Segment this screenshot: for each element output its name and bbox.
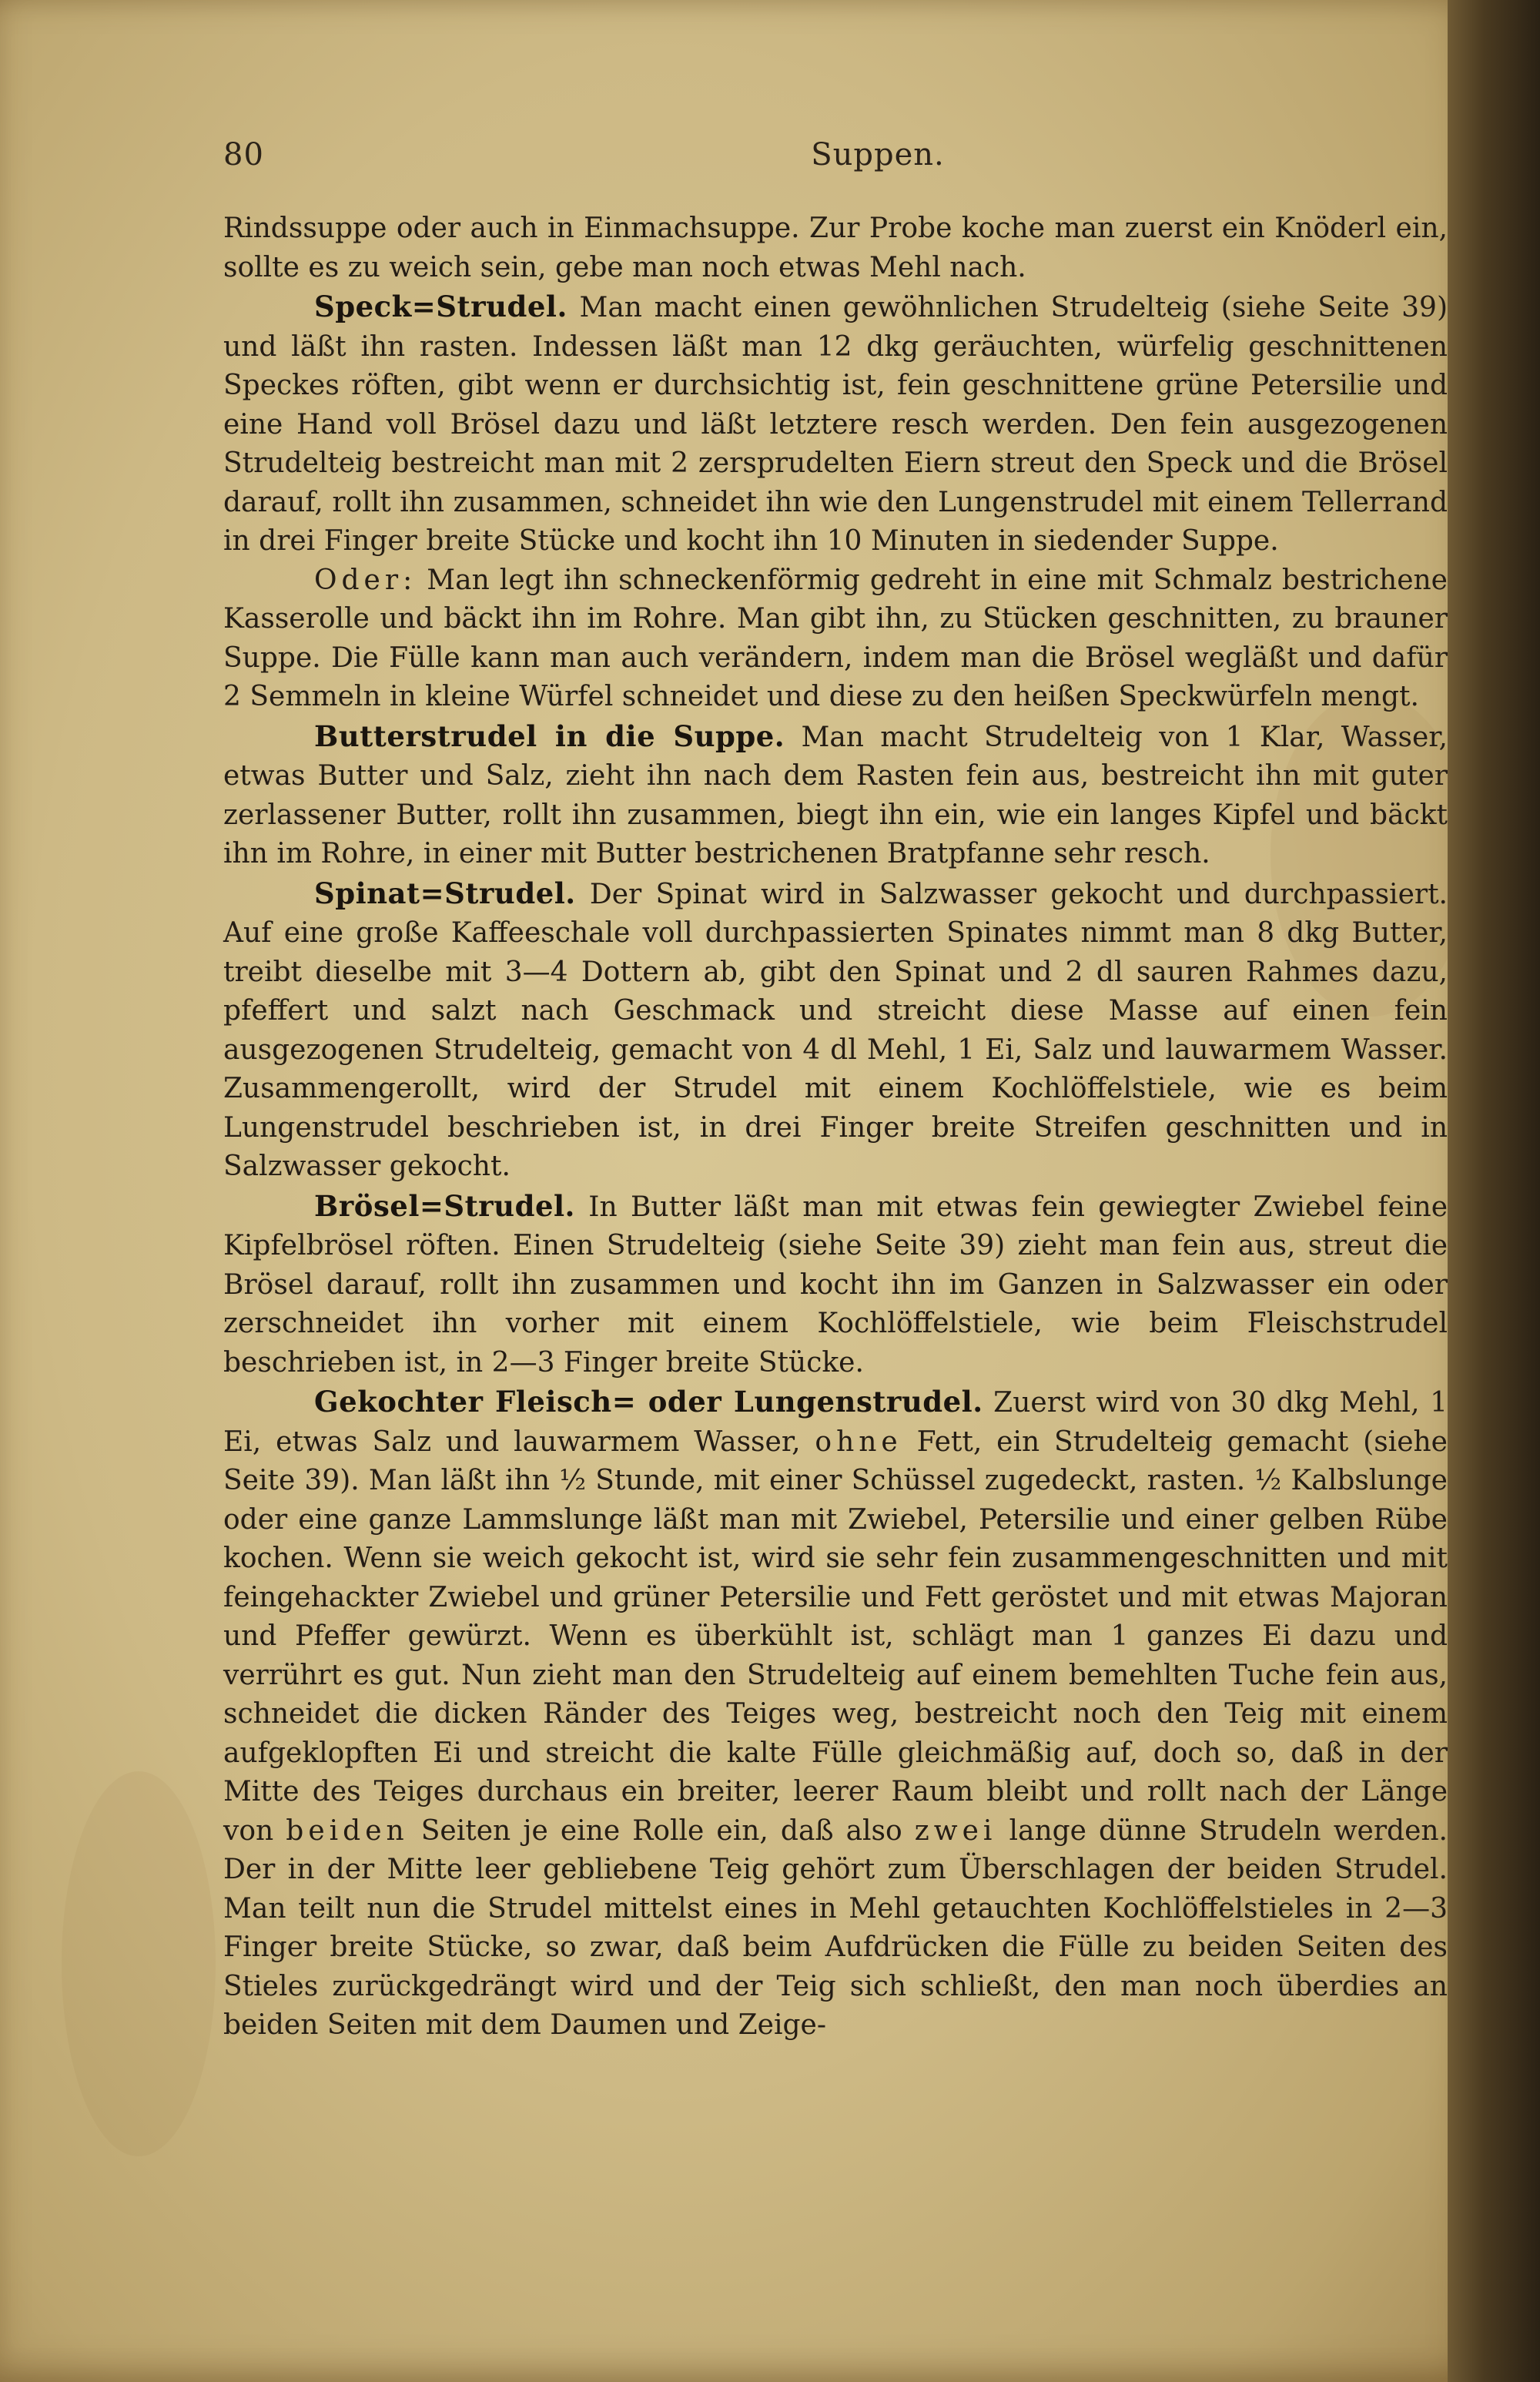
recipe-body: lange dünne Strudeln werden. Der in der Mitte leer gebliebene Teig gehört zum Überschlagen der beiden Strudel. Man teilt nun die Strudel mittelst eines in Mehl getauchten Kochlöffelstieles in 2—3 Finger breite Stücke, so zwar, daß beim Aufdrücken die Fülle zu beiden Seiten des Stieles zurückgedrängt wird und der Teig sich schließt, den man noch überdies an beiden Seiten mit dem Daumen und Zeige- <box>223 1814 1448 2041</box>
recipe-butterstrudel <box>223 717 1448 874</box>
emphasis-text: zwei <box>914 1814 997 1847</box>
recipe-body: Fett, ein Strudelteig gemacht (siehe Seite 39). Man läßt ihn ½ Stunde, mit einer Schüssel zugedeckt, rasten. ½ Kalbslunge oder eine ganze Lammslunge läßt man mit Zwiebel, Petersilie und einer gelben Rübe kochen. Wenn sie weich gekocht ist, wird sie sehr fein zusammengeschnitten und mit feingehackter Zwiebel und grüner Petersilie und Fett geröstet und mit etwas Majoran und Pfeffer gewürzt. Wenn es überkühlt ist, schlägt man 1 ganzes Ei dazu und verrührt es gut. Nun zieht man den Strudelteig auf einem bemehlten Tuche fein aus, schneidet die dicken Ränder des Teiges weg, bestreicht noch den Teig mit einem aufgeklopften Ei und streicht die kalte Fülle gleichmäßig auf, doch so, daß in der Mitte des Teiges durchaus ein breiter, leerer Raum bleibt und rollt nach der Länge von <box>223 1426 1448 1847</box>
emphasis-text: beiden <box>286 1814 409 1847</box>
recipe-title: Gekochter Fleisch= oder Lungenstrudel. <box>314 1385 983 1419</box>
variant-lead: Oder: <box>314 564 417 596</box>
recipe-title: Speck=Strudel. <box>314 290 567 323</box>
recipe-spinat-strudel <box>223 874 1448 1187</box>
recipe-body: Zuerst wird von 30 dkg Mehl, 1 Ei, etwas Salz und lauwarmem Wasser, <box>223 1387 1448 1458</box>
paragraph-text: Rindssuppe oder auch in Einmachsuppe. Zur Probe koche man zuerst ein Knöderl ein, sollte es zu weich sein, gebe man noch etwas Mehl nach. <box>223 213 1448 283</box>
book-spine <box>1448 0 1540 2382</box>
running-title: Suppen. <box>811 137 945 173</box>
paragraph-continuation <box>223 209 1448 287</box>
recipe-body: Man macht einen gewöhnlichen Strudelteig (siehe Seite 39) und läßt ihn rasten. Indessen läßt man 12 dkg geräuchten, würfelig geschnittenen Speckes röften, gibt wenn er durchsichtig ist, fein geschnittene grüne Petersilie und eine Hand voll Brösel dazu und läßt letztere resch werden. Den fein ausgezogenen Strudelteig bestreicht man mit 2 zersprudelten Eiern streut den Speck und die Brösel darauf, rollt ihn zusammen, schneidet ihn wie den Lungenstrudel mit einem Tellerrand in drei Finger breite Stücke und kocht ihn 10 Minuten in siedender Suppe. <box>223 292 1448 557</box>
recipe-variant <box>223 561 1448 717</box>
recipe-speck-strudel <box>223 287 1448 561</box>
recipe-title: Spinat=Strudel. <box>314 876 576 910</box>
recipe-lungenstrudel <box>223 1382 1448 2045</box>
recipe-body: Man legt ihn schneckenförmig gedreht in eine mit Schmalz bestrichene Kasserolle und bäckt ihn im Rohre. Man gibt ihn, zu Stücken geschnitten, zu brauner Suppe. Die Fülle kann man auch verändern, indem man die Brösel wegläßt und dafür 2 Semmeln in kleine Würfel schneidet und diese zu den heißen Speckwürfeln mengt. <box>223 564 1448 712</box>
recipe-body: Man macht Strudelteig von 1 Klar, Wasser, etwas Butter und Salz, zieht ihn nach dem Rasten fein aus, bestreicht ihn mit guter zerlassener Butter, rollt ihn zusammen, biegt ihn ein, wie ein langes Kipfel und bäckt ihn im Rohre, in einer mit Butter bestrichenen Bratpfanne sehr resch. <box>223 721 1448 869</box>
page-header <box>223 137 1455 183</box>
recipe-body: In Butter läßt man mit etwas fein gewiegter Zwiebel feine Kipfelbrösel röften. Einen Strudelteig (siehe Seite 39) zieht man fein aus, streut die Brösel darauf, rollt ihn zusammen und kocht ihn im Ganzen in Salzwasser ein oder zerschneidet ihn vorher mit einem Kochlöffelstiele, wie beim Fleischstrudel beschrieben ist, in 2—3 Finger breite Stücke. <box>223 1191 1448 1379</box>
emphasis-text: ohne <box>815 1426 902 1458</box>
recipe-body: Der Spinat wird in Salzwasser gekocht und durchpassiert. Auf eine große Kaffeeschale voll durchpassierten Spinates nimmt man 8 dkg Butter, treibt dieselbe mit 3—4 Dottern ab, gibt den Spinat und 2 dl sauren Rahmes dazu, pfeffert und salzt nach Geschmack und streicht diese Masse auf einen fein ausgezogenen Strudelteig, gemacht von 4 dl Mehl, 1 Ei, Salz und lauwarmem Wasser. Zusammengerollt, wird der Strudel mit einem Kochlöffelstiele, wie es beim Lungenstrudel beschrieben ist, in drei Finger breite Streifen geschnitten und in Salzwasser gekocht. <box>223 878 1448 1182</box>
recipe-title: Butterstrudel in die Suppe. <box>314 719 785 753</box>
recipe-text <box>223 209 1448 2045</box>
paper-stain <box>62 1771 216 2156</box>
recipe-broesel-strudel <box>223 1187 1448 1383</box>
recipe-title: Brösel=Strudel. <box>314 1188 575 1223</box>
page-number: 80 <box>223 137 264 173</box>
recipe-body: Seiten je eine Rolle ein, daß also <box>408 1814 915 1847</box>
